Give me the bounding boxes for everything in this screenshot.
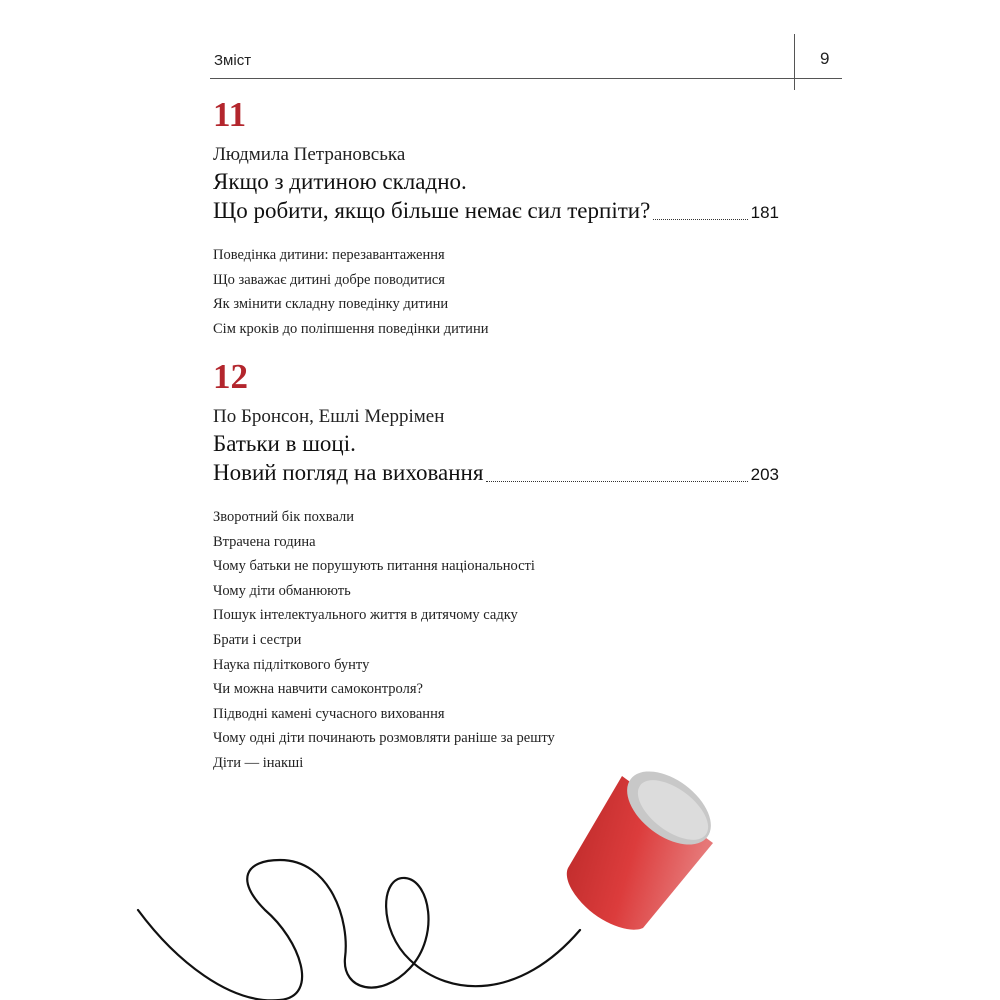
section-item: Поведінка дитини: перезавантаження (213, 247, 445, 263)
section-item: Втрачена година (213, 533, 316, 550)
chapter-title-line2: Новий погляд на виховання (213, 460, 484, 485)
chapter-page-ref: 181 (750, 203, 779, 222)
running-header-title: Зміст (214, 52, 252, 69)
section-item: Чому батьки не порушують питання національності (213, 558, 535, 575)
section-item: Чи можна навчити самоконтроля? (213, 681, 423, 698)
chapter-author: Людмила Петрановська (213, 144, 406, 165)
string-line (138, 860, 580, 1000)
chapter-page-ref: 203 (750, 465, 779, 484)
section-item: Пошук інтелектуального життя в дитячому садку (213, 607, 518, 624)
chapter-author: По Бронсон, Ешлі Меррімен (213, 406, 445, 427)
section-item: Підводні камені сучасного виховання (213, 705, 445, 722)
paper-cup (567, 757, 724, 930)
page-number: 9 (820, 49, 830, 68)
section-item: Діти — інакші (213, 754, 304, 771)
chapter-title-line1: Якщо з дитиною складно. (213, 169, 467, 194)
chapter-number: 12 (213, 357, 248, 396)
chapter-title-line2: Що робити, якщо більше немає сил терпіти? (213, 198, 651, 223)
section-item: Що заважає дитині добре поводитися (213, 271, 445, 288)
section-item: Як змінити складну поведінку дитини (213, 296, 449, 313)
section-item: Брати і сестри (213, 631, 302, 648)
section-item: Чому діти обманюють (213, 582, 351, 599)
chapter-title-line1: Батьки в шоці. (213, 431, 356, 456)
section-item: Сім кроків до поліпшення поведінки дитини (213, 320, 489, 337)
section-item: Зворотний бік похвали (213, 509, 354, 525)
chapter-number: 11 (213, 95, 247, 134)
section-item: Чому одні діти починають розмовляти раніше за решту (213, 730, 555, 747)
section-item: Наука підліткового бунту (213, 656, 370, 673)
